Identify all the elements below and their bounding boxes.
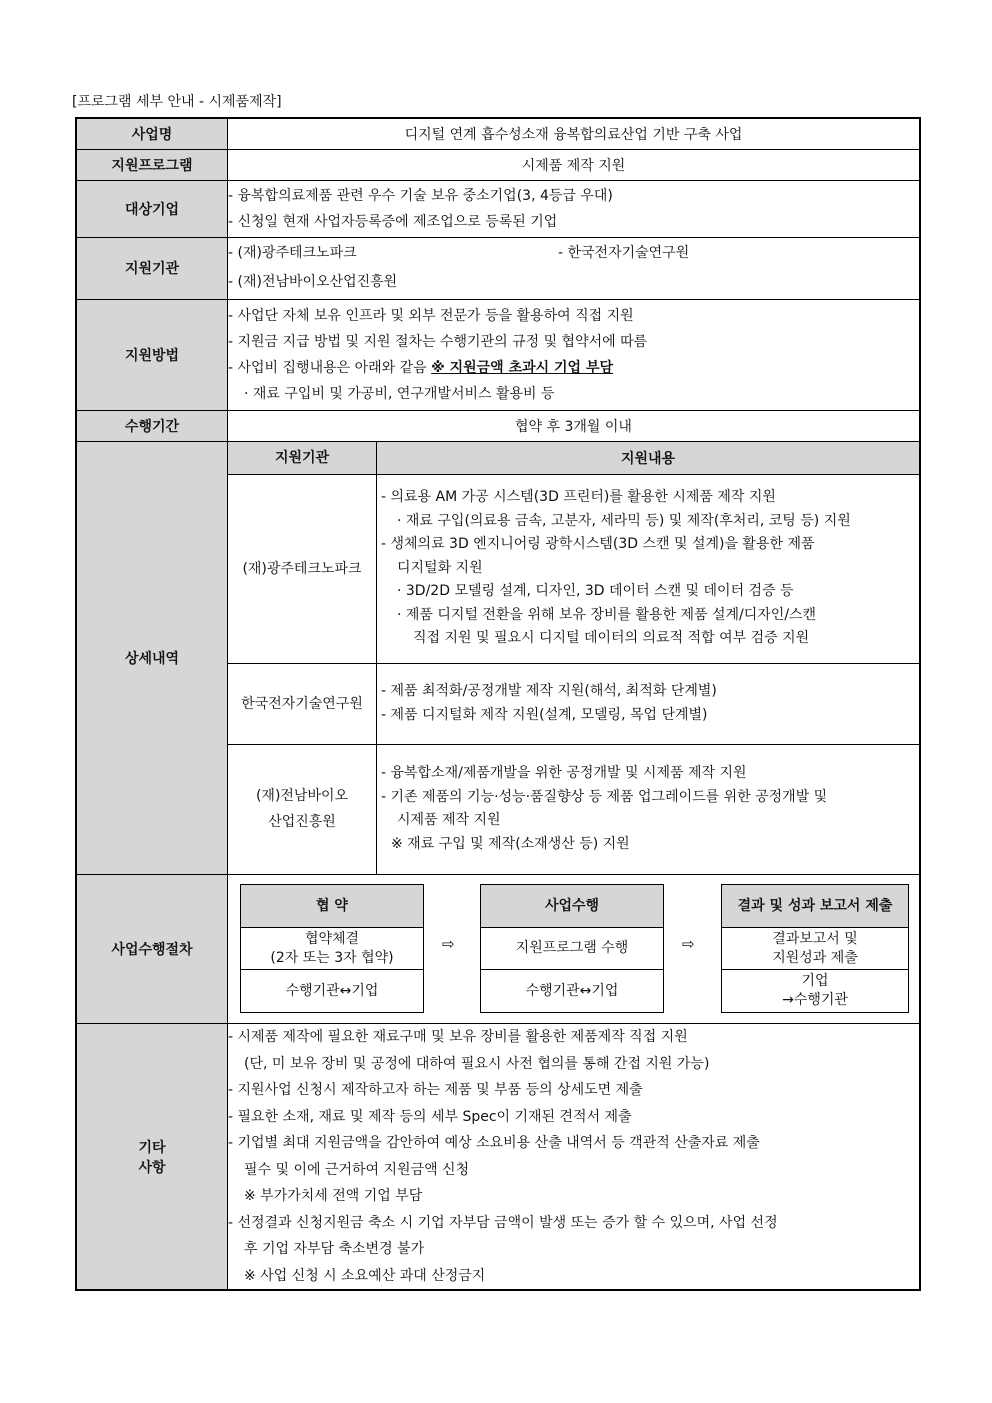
detail-content [377,474,920,663]
step-content [722,928,908,970]
target-line: - 융복합의료제품 관련 우수 기술 보유 중소기업(3, 4등급 우대) [228,187,613,204]
step-text: 결과보고서 및 [772,930,858,947]
value-detail [228,441,921,875]
detail-line: 디지털화 지원 [397,559,483,576]
agency-item: - (재)전남바이오산업진흥원 [228,274,398,290]
detail-line: - 제품 디지털화 제작 지원(설계, 모델링, 목업 단계별) [381,706,708,723]
value-etc [228,1024,921,1291]
detail-line: - 제품 최적화/공정개발 제작 지원(해석, 최적화 단계별) [381,683,717,699]
label-detail: 상세내역 [76,441,228,875]
agency-item: - 한국전자기술연구원 [558,245,690,261]
label-period: 수행기간 [76,410,228,441]
detail-org [228,744,377,874]
etc-line: - 시제품 제작에 필요한 재료구매 및 보유 장비를 활용한 제품제작 직접 지원 [228,1029,688,1045]
value-period: 협약 후 3개월 이내 [228,410,921,441]
detail-line: · 3D/2D 모델링 설계, 디자인, 3D 데이터 스캔 및 데이터 검증 등 [397,583,794,600]
label-etc-line: 사항 [138,1159,166,1176]
step-text: →수행기관 [782,992,848,1008]
detail-org: (재)광주테크노파크 [228,474,377,663]
detail-table [228,442,919,875]
label-target: 대상기업 [76,180,228,237]
row-program [76,149,920,180]
detail-row [228,744,919,874]
target-line: - 신청일 현재 사업자등록증에 제조업으로 등록된 기업 [228,213,558,230]
step-parties [722,970,908,1012]
detail-org-line: (재)전남바이오 [255,788,349,805]
detail-line: · 재료 구입(의료용 금속, 고분자, 세라믹 등) 및 제작(후처리, 코팅 등) 지원 [397,512,851,529]
row-project [76,118,920,149]
label-procedure: 사업수행절차 [76,875,228,1024]
step-parties: 수행기관↔기업 [285,982,379,999]
etc-line: (단, 미 보유 장비 및 공정에 대하여 필요시 사전 협의를 통해 간접 지원 가능) [244,1055,710,1072]
detail-line: - 생체의료 3D 엔지니어링 광학시스템(3D 스캔 및 설계)을 활용한 제품 [381,536,815,553]
step-content: 지원프로그램 수행 [481,928,663,970]
detail-row [228,663,919,744]
value-target [228,180,921,237]
method-line: - 사업단 자체 보유 인프라 및 외부 전문가 등을 활용하여 직접 지원 [228,307,634,324]
detail-row [228,474,919,663]
etc-line: 후 기업 자부담 축소변경 불가 [244,1241,425,1257]
step-title: 결과 및 성과 보고서 제출 [722,885,908,928]
method-line: · 재료 구입비 및 가공비, 연구개발서비스 활용비 등 [244,385,555,402]
program-table [75,117,921,1291]
method-line-prefix: - 사업비 집행내용은 아래와 같음 [228,359,432,376]
detail-line: - 기존 제품의 기능·성능·품질향상 등 제품 업그레이드를 위한 공정개발 및 [381,788,828,805]
detail-org: 한국전자기술연구원 [228,663,377,744]
arrow-icon: ⇨ [442,935,455,953]
page-caption: [프로그램 세부 안내 - 시제품제작] [72,94,282,110]
detail-line: 직접 지원 및 필요시 디지털 데이터의 의료적 적합 여부 검증 지원 [413,630,810,647]
detail-head-org: 지원기관 [228,442,377,475]
detail-head-content: 지원내용 [377,442,920,475]
etc-line: - 선정결과 신청지원금 축소 시 기업 자부담 금액이 발생 또는 증가 할 수 있으며, 사업 선정 [228,1214,778,1231]
detail-line: ※ 재료 구입 및 제작(소재생산 등) 지원 [391,835,630,852]
detail-line: - 의료용 AM 가공 시스템(3D 프린터)를 활용한 시제품 제작 지원 [381,489,776,506]
detail-org-line: 산업진흥원 [268,814,336,831]
label-method: 지원방법 [76,299,228,410]
procedure-step [480,884,664,1013]
step-title: 협 약 [241,885,423,928]
label-etc [76,1024,228,1291]
arrow-icon: ⇨ [682,935,695,953]
step-text: (2자 또는 3자 협약) [270,949,394,966]
step-text: 지원성과 제출 [772,949,858,966]
row-agency [76,237,920,299]
detail-content [377,744,920,874]
step-text: 기업 [801,973,829,989]
label-program: 지원프로그램 [76,149,228,180]
value-project: 디지털 연계 흡수성소재 융복합의료산업 기반 구축 사업 [228,118,921,149]
label-etc-line: 기타 [138,1139,166,1156]
value-method [228,299,921,410]
step-title: 사업수행 [481,885,663,928]
etc-line: ※ 부가가치세 전액 기업 부담 [244,1188,423,1204]
detail-content [377,663,920,744]
agency-line [228,239,919,268]
row-method [76,299,920,410]
value-agency [228,237,921,299]
procedure-flow [228,875,919,1023]
value-program: 시제품 제작 지원 [228,149,921,180]
row-target [76,180,920,237]
detail-line: · 제품 디지털 전환을 위해 보유 장비를 활용한 제품 설계/디자인/스캔 [397,606,817,623]
procedure-step [240,884,424,1013]
method-note-bold: ※ 지원금액 초과시 기업 부담 [431,359,613,376]
detail-header-row [228,442,919,475]
step-text: 협약체결 [304,930,360,947]
row-procedure [76,875,920,1024]
agency-item: - (재)광주테크노파크 [228,245,357,261]
label-project: 사업명 [76,118,228,149]
row-period [76,410,920,441]
method-line [228,355,919,381]
etc-line: - 지원사업 신청시 제작하고자 하는 제품 및 부품 등의 상세도면 제출 [228,1082,643,1098]
value-procedure [228,875,921,1024]
label-agency: 지원기관 [76,237,228,299]
detail-line: 시제품 제작 지원 [397,812,501,829]
detail-line: - 융복합소재/제품개발을 위한 공정개발 및 시제품 제작 지원 [381,765,747,782]
step-content [241,928,423,970]
etc-line: 필수 및 이에 근거하여 지원금액 신청 [244,1161,470,1178]
etc-line: - 기업별 최대 지원금액을 감안하여 예상 소요비용 산출 내역서 등 객관적 산출자료 제출 [228,1135,760,1151]
procedure-step [721,884,909,1013]
etc-line: - 필요한 소재, 재료 및 제작 등의 세부 Spec이 기재된 견적서 제출 [228,1108,632,1125]
step-parties: 수행기관↔기업 [525,982,619,999]
row-etc [76,1024,920,1291]
method-line: - 지원금 지급 방법 및 지원 절차는 수행기관의 규정 및 협약서에 따름 [228,333,648,350]
row-detail [76,441,920,875]
etc-line: ※ 사업 신청 시 소요예산 과대 산정금지 [244,1267,486,1284]
